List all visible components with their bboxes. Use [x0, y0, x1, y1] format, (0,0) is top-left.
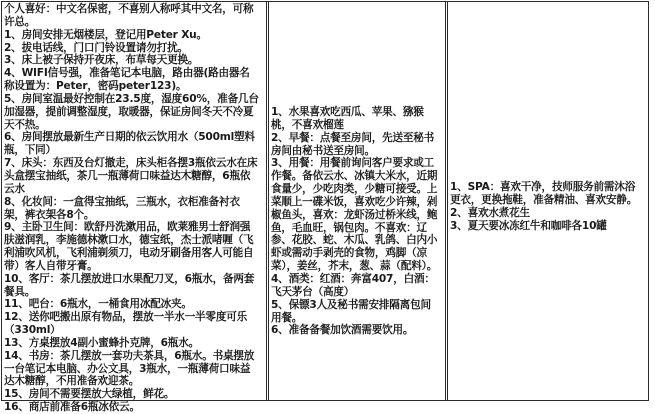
column-divider — [445, 2, 446, 400]
preference-line: 5、房间室温最好控制在23.5度，湿度60%，准备几台加湿器，提前调整湿度，取暖器，保证房间冬天不冷夏天不热。 — [4, 92, 259, 131]
other-line: 2、喜欢水煮花生 — [450, 206, 530, 219]
preference-line: 8、化妆间：一盒得宝抽纸，三瓶水，衣柜准备衬衣架，裤衣架各8个。 — [4, 195, 240, 221]
column-divider — [268, 2, 269, 400]
dining-line: 6、准备备餐加饮酒需要饮用。 — [271, 324, 414, 337]
preference-line: 16、商店前准备6瓶冰依云。 — [4, 401, 140, 414]
preference-line: 3、床上被子保持开夜床，布草每天更换。 — [4, 54, 199, 67]
preference-line: 2、拔电话线，门口门铃设置请勿打扰。 — [4, 41, 188, 54]
other-preferences-cell — [450, 181, 645, 232]
preference-line: 1、房间安排无烟楼层，登记用Peter Xu。 — [4, 28, 207, 41]
dining-line: 1、水果喜欢吃西瓜、苹果、猕猴桃，不喜欢榴莲 — [271, 106, 424, 131]
dining-line: 2、早餐：点餐至房间，先送至秘书房间由秘书送至房间。 — [271, 131, 435, 157]
preference-line: 10、客厅：茶几摆放进口水果配刀叉，6瓶水，备两套餐具。 — [4, 272, 255, 298]
preference-line: 9、主卧卫生间：欧舒丹洗漱用品，欧莱雅男士舒润强肤滋润乳，李施德林漱口水，德宝纸，杰士派啫喱（飞利浦吹风机，飞利浦剃须刀，电动牙刷备用客人可能自带）客人自带牙膏。 — [4, 221, 254, 272]
preference-line: 个人喜好：中文名保密，不喜别人称呼其中文名，可称许总。 — [4, 3, 254, 28]
preference-line: 4、WIFI信号强，准备笔记本电脑，路由器(路由器名称设置为：Peter，密码peter123)。 — [4, 67, 250, 93]
dining-preferences-cell — [271, 106, 441, 337]
dining-line: 5、保镖3人及秘书需安排隔离包间用餐。 — [271, 298, 431, 324]
room-preferences-cell — [4, 3, 260, 414]
column-divider — [266, 2, 267, 400]
preference-line: 6、房间摆放最新生产日期的依云饮用水（500ml塑料瓶，下同） — [4, 131, 255, 157]
other-line: 1、SPA：喜欢干净，技师服务前需沐浴更衣，更换拖鞋，准备精油、喜欢安静。 — [450, 181, 638, 206]
preference-line: 12、送你吧搬出原有物品，摆放一半水一半零度可乐（330ml） — [4, 311, 248, 337]
column-divider — [447, 2, 448, 400]
preference-line: 15、房间不需要摆放大绿植，鲜花。 — [4, 388, 175, 401]
preference-line: 11、吧台：6瓶水，一桶食用冰配冰夹。 — [4, 298, 192, 311]
dining-line: 3、用餐：用餐前询问客户要求或工作餐。备依云水、冰镇大米水，近期食量少，少吃肉类，少糖可接受。上菜顺上一碟米饭，喜欢吃少许辣，剁椒鱼头，喜欢：龙虾汤过桥米线，鲍鱼，毛血旺，锅包肉。不喜欢：辽参、花胶、蛇、木瓜、乳鸽、白内小虾或需动手剥壳的食物，鸡脚（凉菜），姜丝，芥末，葱、蒜（配料）。4、酒类：红酒：奔富407，白酒：飞天茅台（高度） — [271, 157, 438, 298]
preference-line: 13、方桌摆放4副小蜜蜂扑克牌，6瓶水。 — [4, 336, 199, 349]
preference-line: 7、床头：东西及台灯撤走，床头柜各摆3瓶依云水在床头盒摆宝抽纸，茶几一瓶薄荷口味益达木糖醇，6瓶依云水 — [4, 157, 258, 195]
other-line: 3、夏天要冰冻红牛和咖啡各10罐 — [450, 219, 607, 232]
preference-line: 14、书房：茶几摆放一套功夫茶具，6瓶水。书桌摆放一台笔记本电脑、办公文具，3瓶水，一瓶薄荷口味益达木糖醇，不用准备欢迎茶。 — [4, 349, 255, 388]
